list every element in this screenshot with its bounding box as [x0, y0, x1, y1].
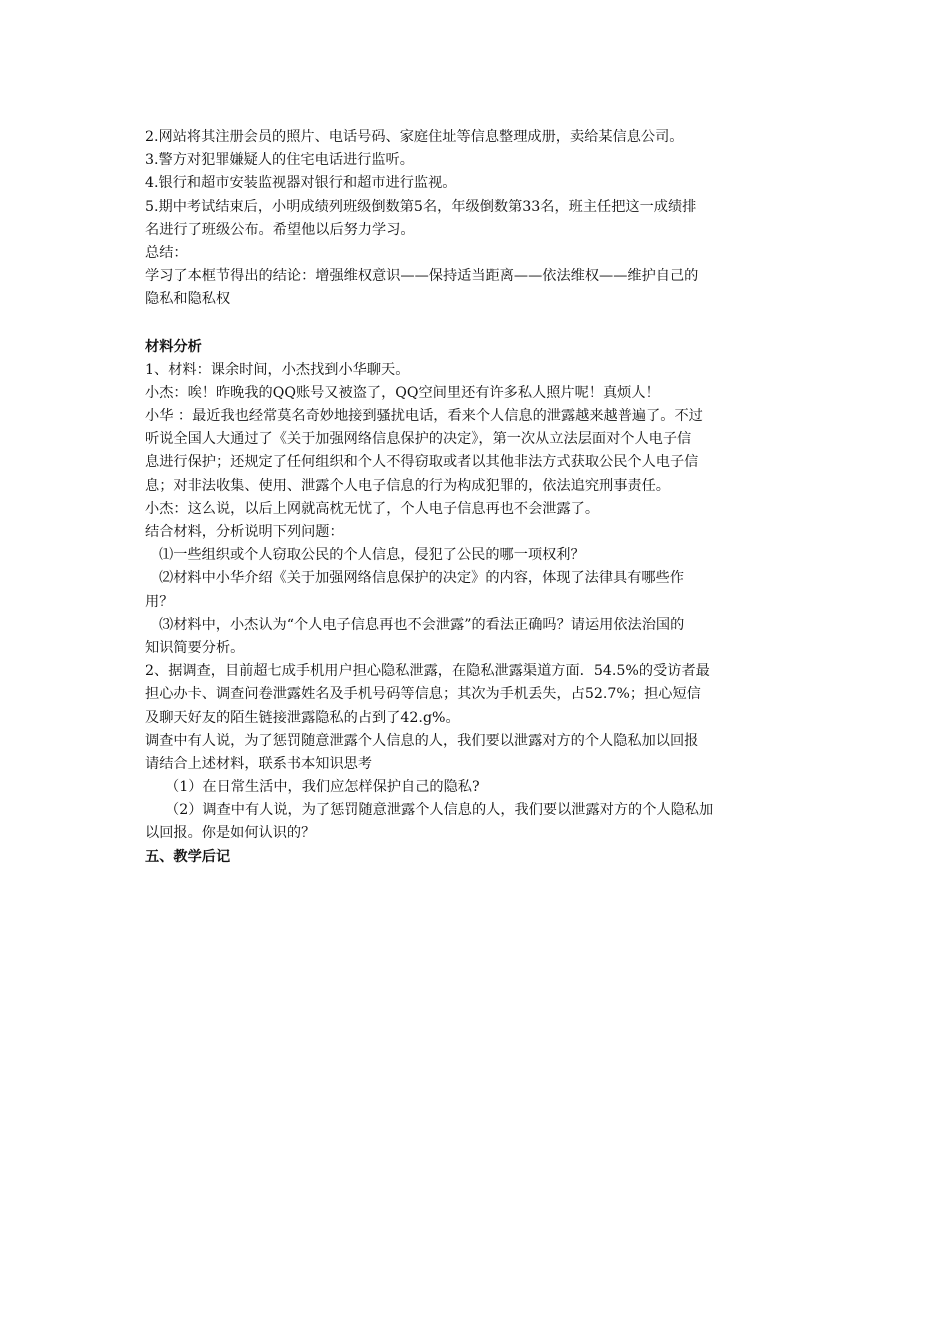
text-line: 2、据调查，目前超七成手机用户担心隐私泄露，在隐私泄露渠道方面．54.5%的受访者最 — [145, 663, 710, 680]
text-line: 4.银行和超市安装监视器对银行和超市进行监视。 — [145, 175, 457, 192]
text-line: 1、材料：课余时间，小杰找到小华聊天。 — [145, 361, 410, 378]
text-line: 小华 ：最近我也经常莫名奇妙地接到骚扰电话，看来个人信息的泄露越来越普遍了。不过 — [145, 408, 703, 425]
question-item: ⑴一些组织或个人窃取公民的个人信息，侵犯了公民的哪一项权利？ — [159, 547, 585, 564]
text-line: 2.网站将其注册会员的照片、电话号码、家庭住址等信息整理成册，卖给某信息公司。 — [145, 129, 684, 145]
section-gap — [145, 312, 811, 336]
question-continuation: 知识简要分析。 — [145, 639, 245, 656]
document-page — [145, 126, 811, 869]
text-line: 听说全国人大通过了《关于加强网络信息保护的决定》，第一次从立法层面对个人电子信 — [145, 431, 692, 448]
text-line: 息；对非法收集、使用、泄露个人电子信息的行为构成犯罪的，依法追究刑事责任。 — [145, 477, 670, 494]
question-item: ⑶材料中，小杰认为“个人电子信息再也不会泄露”的看法正确吗？请运用依法治国的 — [159, 616, 685, 633]
text-line: 请结合上述材料，联系书本知识思考 — [145, 755, 373, 772]
text-line: 学习了本框节得出的结论：增强维权意识——保持适当距离——依法维权——维护自己的 — [145, 268, 699, 285]
teaching-notes-heading: 五、教学后记 — [145, 848, 231, 865]
material-analysis-heading: 材料分析 — [145, 338, 202, 355]
text-line: 名进行了班级公布。希望他以后努力学习。 — [145, 221, 415, 238]
text-line: 小杰：唉！昨晚我的QQ账号又被盗了，QQ空间里还有许多私人照片呢！真烦人！ — [145, 384, 660, 401]
text-line: 担心办卡、调查问卷泄露姓名及手机号码等信息；其次为手机丢失，占52.7%；担心短信 — [145, 686, 701, 703]
question-continuation: 以回报。你是如何认识的？ — [145, 825, 316, 842]
text-line: 3.警方对犯罪嫌疑人的住宅电话进行监听。 — [145, 152, 414, 169]
text-line: 结合材料，分析说明下列问题： — [145, 524, 344, 540]
text-line: 5.期中考试结束后，小明成绩列班级倒数第5名，年级倒数第33名，班主任把这一成绩排 — [145, 198, 697, 215]
question-item: （2）调查中有人说，为了惩罚随意泄露个人信息的人，我们要以泄露对方的个人隐私加 — [165, 802, 714, 819]
text-line: 隐私和隐私权 — [145, 291, 231, 308]
question-continuation: 用？ — [145, 593, 174, 610]
text-line: 调查中有人说，为了惩罚随意泄露个人信息的人，我们要以泄露对方的个人隐私加以回报 — [145, 732, 699, 749]
summary-label: 总结： — [145, 244, 188, 261]
question-item: ⑵材料中小华介绍《关于加强网络信息保护的决定》的内容，体现了法律具有哪些作 — [159, 570, 684, 587]
text-line: 息进行保护；还规定了任何组织和个人不得窃取或者以其他非法方式获取公民个人电子信 — [145, 454, 699, 471]
text-line: 小杰：这么说，以后上网就高枕无忧了，个人电子信息再也不会泄露了。 — [145, 500, 600, 517]
question-item: （1）在日常生活中，我们应怎样保护自己的隐私? — [165, 779, 480, 796]
text-line: 及聊天好友的陌生链接泄露隐私的占到了42.g%。 — [145, 709, 460, 726]
